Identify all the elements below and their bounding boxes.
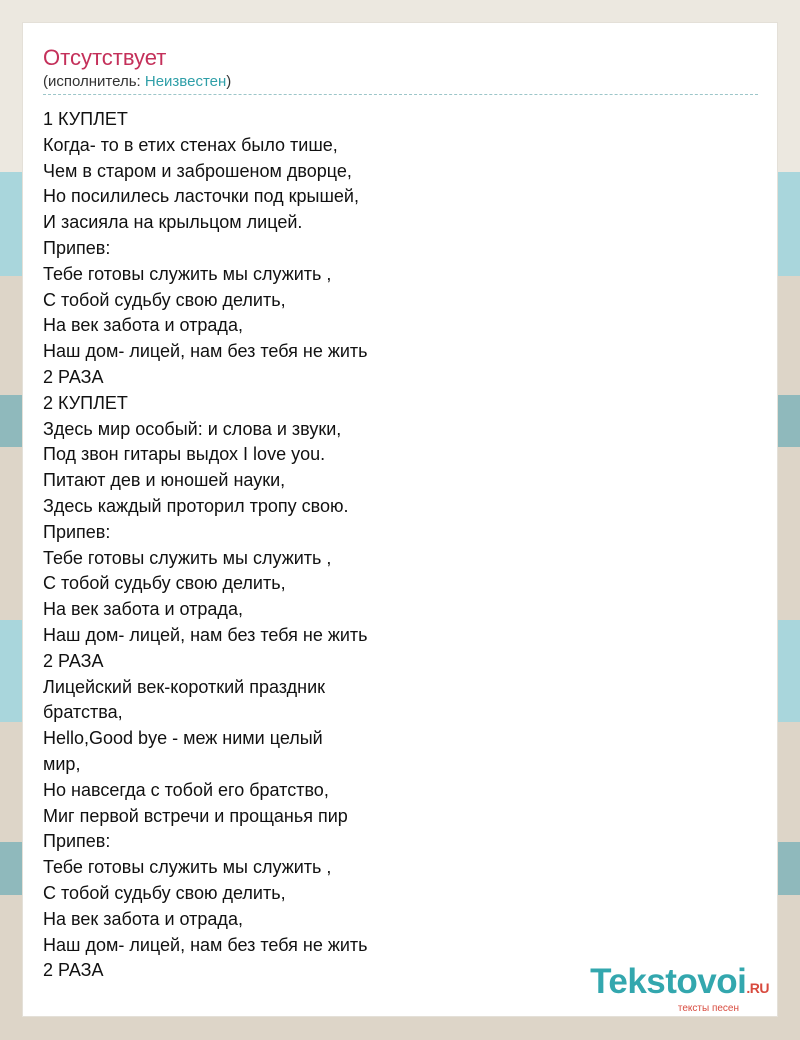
lyric-line: Лицейский век-короткий праздник [43,676,326,697]
logo-tagline: тексты песен [677,1003,739,1014]
logo-tld: .RU [746,980,769,996]
title-divider [43,94,758,95]
lyric-line: 2 РАЗА [43,650,104,671]
lyric-line: 2 КУПЛЕТ [43,392,128,413]
artist-suffix: ) [226,73,232,90]
lyric-line: И засияла на крыльцом лицей. [43,212,303,233]
artist-link[interactable]: Неизвестен [144,73,227,90]
lyric-line: Тебе готовы служить мы служить , [43,547,332,568]
lyric-line: Hello,Good bye - меж ними целый [43,728,323,749]
lyric-line: С тобой судьбу свою делить, [43,573,286,594]
lyric-line: Под звон гитары выдох I love you. [43,444,326,465]
lyric-line: 2 РАЗА [43,366,104,387]
lyric-line: Припев: [43,521,111,542]
site-logo[interactable] [590,963,769,1014]
lyric-line: Наш дом- лицей, нам без тебя не жить [43,624,368,645]
lyric-line: Наш дом- лицей, нам без тебя не жить [43,341,368,362]
lyric-line: мир, [43,753,81,774]
lyric-line: На век забота и отрада, [43,599,243,620]
lyric-line: Тебе готовы служить мы служить , [43,857,332,878]
lyric-line: Чем в старом и заброшеном дворце, [43,160,352,181]
lyric-line: Миг первой встречи и прощанья пир [43,805,348,826]
lyric-line: С тобой судьбу свою делить, [43,882,286,903]
lyric-line: Но посилилесь ласточки под крышей, [43,186,359,207]
lyric-line: Припев: [43,237,111,258]
lyric-line: 1 КУПЛЕТ [43,109,128,129]
lyric-line: Питают дев и юношей науки, [43,470,286,491]
logo-name: Tekstovoi [590,962,747,1001]
lyrics-card [22,22,778,1017]
lyric-line: С тобой судьбу свою делить, [43,289,286,310]
lyric-line: 2 РАЗА [43,960,104,981]
lyrics-body [43,107,743,984]
artist-prefix: (исполнитель: [43,73,145,90]
lyric-line: Когда- то в етих стенах было тише, [43,134,338,155]
lyric-line: Здесь каждый проторил тропу свою. [43,495,349,516]
song-title: Отсутствует [43,45,167,70]
lyric-line: Тебе готовы служить мы служить , [43,263,332,284]
lyric-line: братства, [43,702,123,723]
lyric-line: Здесь мир особый: и слова и звуки, [43,418,342,439]
lyric-line: На век забота и отрада, [43,908,243,929]
lyric-line: Но навсегда с тобой его братство, [43,779,329,800]
artist-line [43,73,231,90]
lyric-line: На век забота и отрада, [43,315,243,336]
lyric-line: Припев: [43,831,111,852]
lyric-line: Наш дом- лицей, нам без тебя не жить [43,934,368,955]
